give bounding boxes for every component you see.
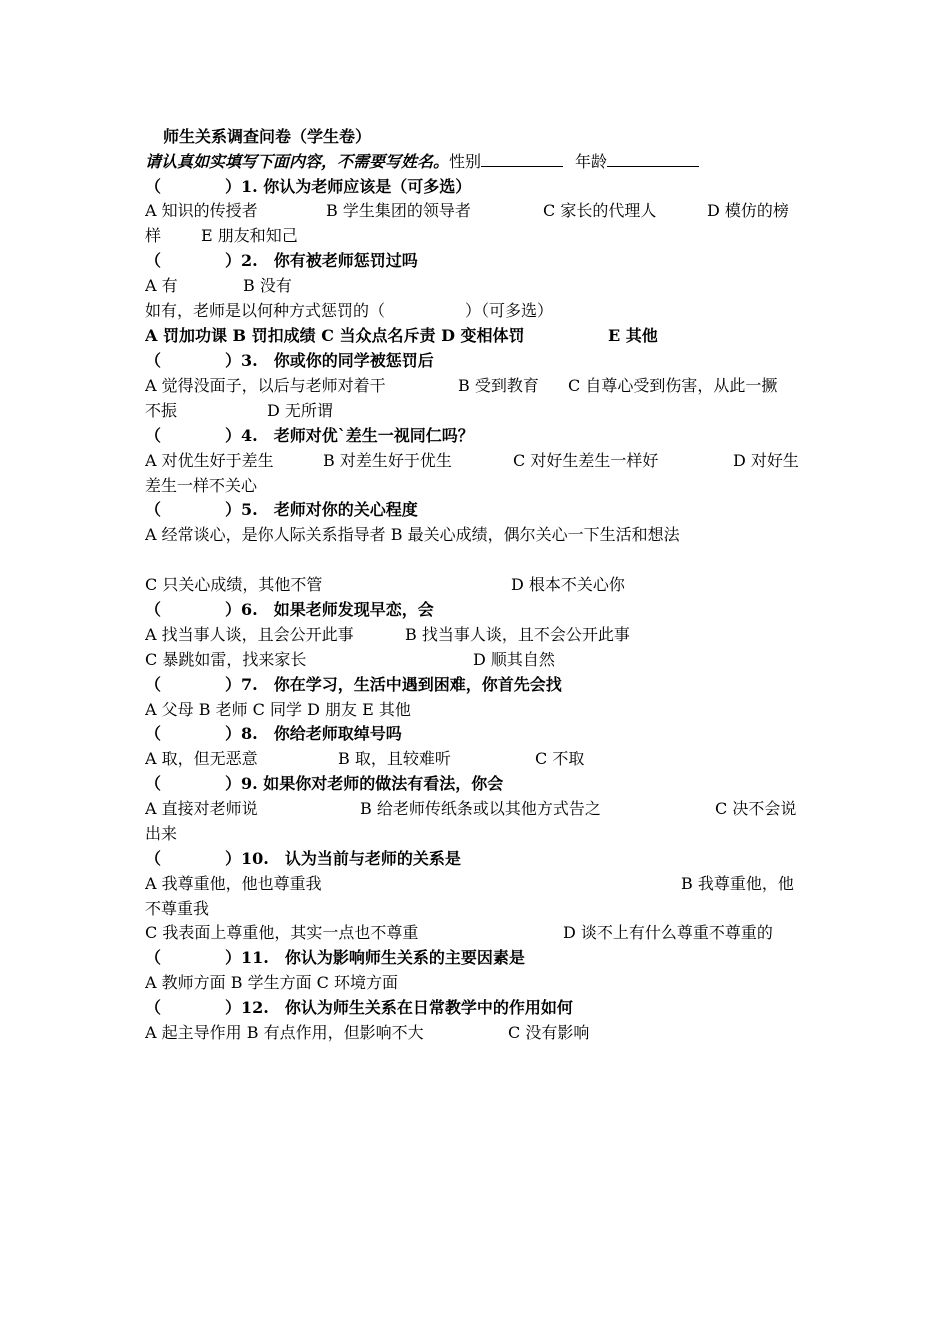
q1-option-e: E 朋友和知己	[201, 226, 298, 245]
q9-option-b: B 给老师传纸条或以其他方式告之	[360, 799, 601, 818]
q4-option-a: A 对优生好于差生	[145, 451, 274, 470]
q2-option-a: A 有	[145, 276, 178, 295]
q3-options-line-1	[145, 374, 810, 398]
question-4: （ ）4. 老师对优`差生一视同仁吗？	[145, 426, 474, 445]
intro-line	[145, 150, 810, 174]
q5-option-c: C 只关心成绩，其他不管	[145, 575, 323, 594]
q3-options-line-2	[145, 399, 810, 423]
question-12: （ ）12. 你认为师生关系在日常教学中的作用如何	[145, 998, 573, 1017]
q2-followup-a-d: A 罚加功课 B 罚扣成绩 C 当众点名斥责 D 变相体罚	[145, 326, 525, 345]
q1-option-d-cont: 样	[145, 226, 162, 245]
q5-options-line-2	[145, 573, 810, 597]
q6-option-c: C 暴跳如雷，找来家长	[145, 650, 307, 669]
question-11: （ ）11. 你认为影响师生关系的主要因素是	[145, 948, 525, 967]
q9-option-c-cont: 出来	[145, 824, 178, 843]
q5-option-d: D 根本不关心你	[511, 575, 625, 594]
q3-option-a: A 觉得没面子，以后与老师对着干	[145, 376, 386, 395]
q5-options-line-1: A 经常谈心，是你人际关系指导者 B 最关心成绩，偶尔关心一下生活和想法	[145, 525, 680, 544]
age-label: 年龄	[575, 152, 608, 171]
question-7: （ ）7. 你在学习，生活中遇到困难，你首先会找	[145, 675, 562, 694]
q3-option-b: B 受到教育	[458, 376, 539, 395]
q8-options	[145, 747, 810, 771]
question-3: （ ）3. 你或你的同学被惩罚后	[145, 351, 434, 370]
question-10: （ ）10. 认为当前与老师的关系是	[145, 849, 461, 868]
q9-option-a: A 直接对老师说	[145, 799, 258, 818]
q10-options-line-3	[145, 921, 810, 945]
page-title: 师生关系调查问卷（学生卷）	[163, 127, 372, 146]
q2-option-b: B 没有	[243, 276, 292, 295]
q3-option-c: C 自尊心受到伤害，从此一撅	[568, 376, 778, 395]
question-1: （ ）1. 你认为老师应该是（可多选）	[145, 177, 472, 196]
q1-options-line-2	[145, 224, 810, 248]
question-5: （ ）5. 老师对你的关心程度	[145, 500, 418, 519]
q2-options-line-1	[145, 274, 810, 298]
q4-option-c: C 对好生差生一样好	[513, 451, 659, 470]
q6-option-a: A 找当事人谈，且会公开此事	[145, 625, 354, 644]
q10-option-a: A 我尊重他，他也尊重我	[145, 874, 322, 893]
intro-lead: 请认真如实填写下面内容，不需要写姓名。	[145, 152, 450, 171]
q4-options-line-1	[145, 449, 810, 473]
q3-option-c-cont: 不振	[145, 401, 178, 420]
q6-option-b: B 找当事人谈，且不会公开此事	[405, 625, 630, 644]
q12-options	[145, 1021, 810, 1045]
q7-options: A 父母 B 老师 C 同学 D 朋友 E 其他	[145, 700, 411, 719]
q1-option-d: D 模仿的榜	[707, 201, 789, 220]
q9-options-line-1	[145, 797, 810, 821]
q1-option-b: B 学生集团的领导者	[326, 201, 471, 220]
q12-option-a-b: A 起主导作用 B 有点作用，但影响不大	[145, 1023, 424, 1042]
q2-followup-options	[145, 324, 810, 348]
q6-options-line-1	[145, 623, 810, 647]
q10-options-line-1	[145, 872, 810, 896]
q3-option-d: D 无所谓	[267, 401, 333, 420]
q1-option-c: C 家长的代理人	[543, 201, 657, 220]
q10-option-b-cont: 不尊重我	[145, 899, 210, 918]
q4-option-d-cont: 差生一样不关心	[145, 476, 258, 495]
q1-option-a: A 知识的传授者	[145, 201, 258, 220]
q8-option-a: A 取，但无恶意	[145, 749, 258, 768]
q4-option-d: D 对好生	[733, 451, 799, 470]
q10-option-c: C 我表面上尊重他，其实一点也不尊重	[145, 923, 419, 942]
q8-option-c: C 不取	[535, 749, 585, 768]
question-2: （ ）2. 你有被老师惩罚过吗	[145, 251, 418, 270]
q2-followup-e: E 其他	[608, 326, 658, 345]
q12-option-c: C 没有影响	[508, 1023, 590, 1042]
q9-option-c: C 决不会说	[715, 799, 797, 818]
gender-label: 性别	[449, 152, 482, 171]
q6-option-d: D 顺其自然	[473, 650, 555, 669]
q10-option-b: B 我尊重他，他	[681, 874, 794, 893]
q8-option-b: B 取，且较难听	[338, 749, 451, 768]
gender-blank[interactable]	[481, 151, 563, 167]
q11-options: A 教师方面 B 学生方面 C 环境方面	[145, 973, 398, 992]
q2-followup: 如有，老师是以何种方式惩罚的（ ）（可多选）	[145, 301, 554, 320]
question-9: （ ）9. 如果你对老师的做法有看法，你会	[145, 774, 504, 793]
q4-option-b: B 对差生好于优生	[323, 451, 452, 470]
q6-options-line-2	[145, 648, 810, 672]
q10-option-d: D 谈不上有什么尊重不尊重的	[563, 923, 773, 942]
age-blank[interactable]	[607, 151, 699, 167]
question-6: （ ）6. 如果老师发现早恋，会	[145, 600, 434, 619]
q1-options-line-1	[145, 199, 810, 223]
question-8: （ ）8. 你给老师取绰号吗	[145, 724, 402, 743]
